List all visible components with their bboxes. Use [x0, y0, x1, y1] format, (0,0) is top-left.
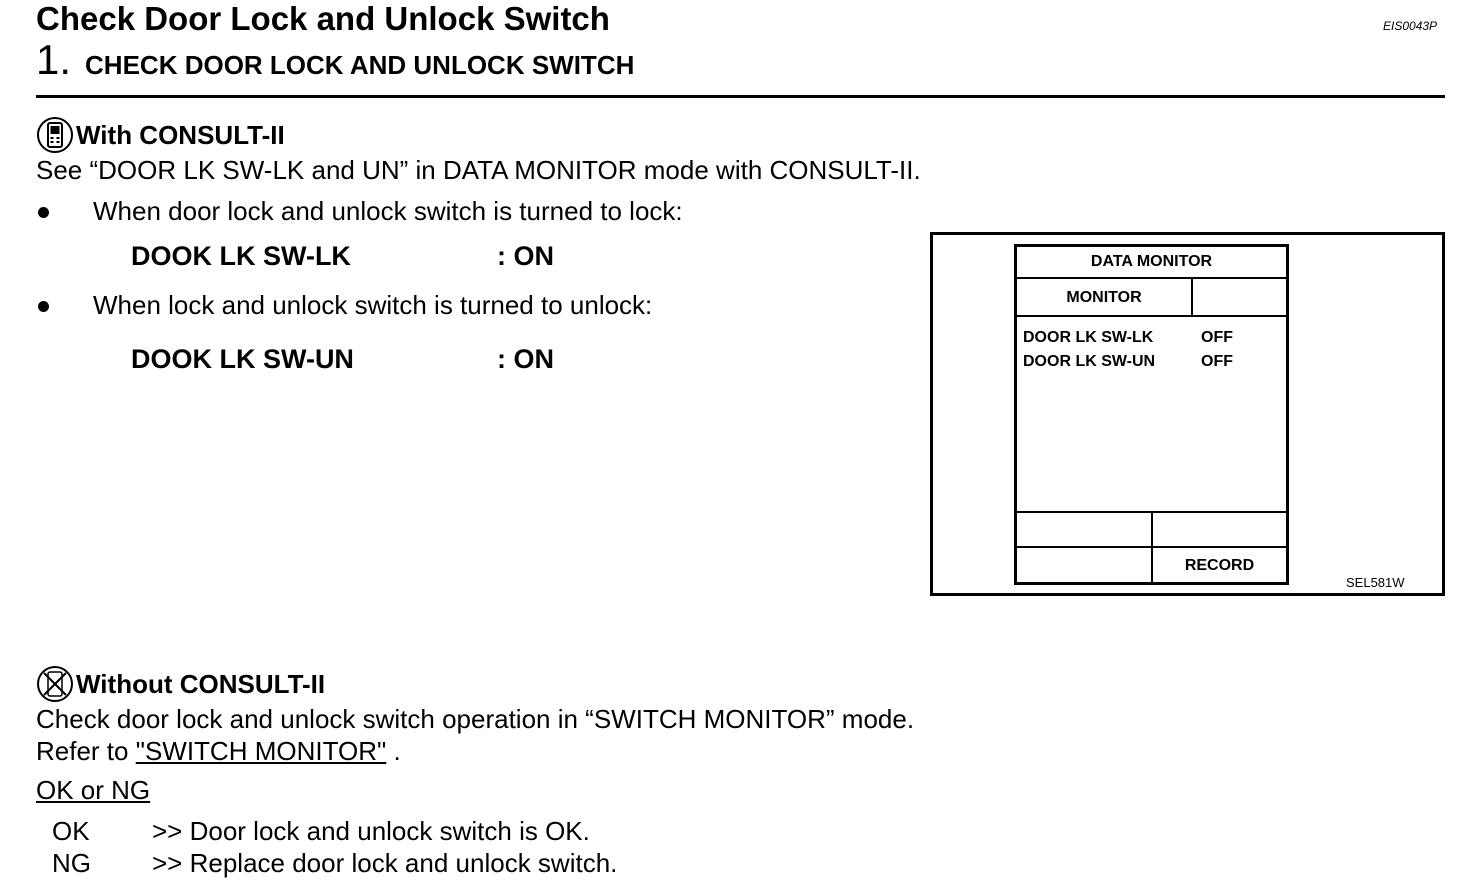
page-title: Check Door Lock and Unlock Switch [36, 0, 610, 37]
consult-tester-icon [36, 116, 74, 154]
screen-record-button: RECORD [1184, 557, 1255, 574]
bullet-item-lock [36, 196, 683, 227]
screen-row-value: OFF [1201, 353, 1233, 370]
document-id: EIS0043P [1383, 19, 1438, 33]
bullet-icon [38, 301, 49, 312]
header-divider [36, 95, 1445, 98]
figure-id: SEL581W [1346, 575, 1405, 590]
with-consult-heading [36, 116, 285, 154]
result-ng [52, 848, 618, 879]
with-consult-intro: See “DOOR LK SW-LK and UN” in DATA MONITOR mode with CONSULT-II. [36, 155, 921, 185]
result-label: NG [52, 848, 91, 878]
screen-divider [1017, 277, 1286, 279]
screen-row-name: DOOR LK SW-UN [1023, 353, 1156, 370]
without-consult-text: Check door lock and unlock switch operation in “SWITCH MONITOR” mode. [36, 704, 915, 734]
with-consult-label: With CONSULT-II [76, 119, 285, 150]
monitor-item-name: DOOK LK SW-UN [131, 344, 354, 374]
monitor-spec-lock [131, 241, 554, 272]
screen-divider [1191, 277, 1193, 317]
bullet-icon [38, 207, 49, 218]
ok-ng-heading: OK or NG [36, 775, 151, 805]
result-text: >> Door lock and unlock switch is OK. [152, 816, 590, 846]
without-consult-heading [36, 665, 325, 703]
screen-row-value: OFF [1201, 329, 1233, 346]
without-consult-label: Without CONSULT-II [76, 668, 326, 699]
switch-monitor-link[interactable]: "SWITCH MONITOR" [135, 736, 387, 766]
screen-row-name: DOOR LK SW-LK [1023, 329, 1154, 346]
refer-suffix: . [386, 736, 401, 766]
result-text: >> Replace door lock and unlock switch. [152, 848, 618, 878]
monitor-item-value: : ON [497, 344, 554, 374]
no-consult-tester-icon [36, 665, 74, 703]
step-title: CHECK DOOR LOCK AND UNLOCK SWITCH [85, 50, 635, 80]
consult-screen [1014, 244, 1289, 585]
result-ok [52, 816, 590, 847]
refer-line [36, 736, 401, 767]
bullet-item-unlock [36, 290, 652, 321]
monitor-spec-unlock [131, 344, 554, 375]
monitor-item-value: : ON [497, 241, 554, 271]
screen-title: DATA MONITOR [1090, 253, 1213, 270]
screen-monitor-label: MONITOR [1066, 289, 1142, 306]
result-label: OK [52, 816, 90, 846]
monitor-item-name: DOOK LK SW-LK [131, 241, 351, 271]
bullet-text: When lock and unlock switch is turned to unlock: [93, 290, 653, 320]
bullet-text: When door lock and unlock switch is turned to lock: [93, 196, 683, 226]
screen-divider [1017, 315, 1286, 317]
step-heading [36, 36, 634, 84]
step-number: 1. [36, 36, 72, 83]
refer-prefix: Refer to [36, 736, 136, 766]
